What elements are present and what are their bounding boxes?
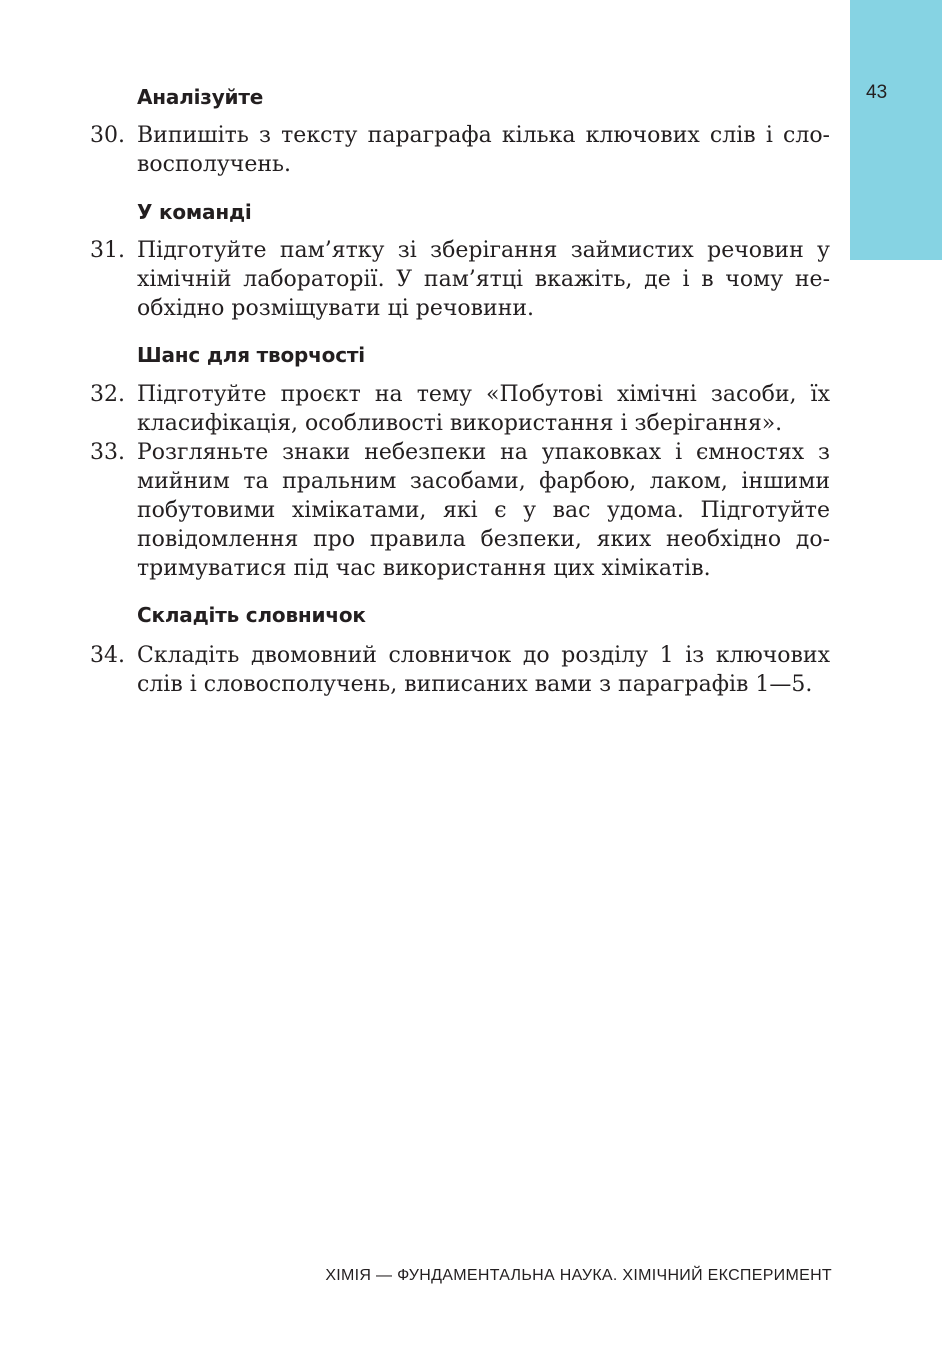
chapter-tab xyxy=(850,0,942,260)
task-number: 33. xyxy=(90,440,125,465)
task-text xyxy=(137,236,830,323)
task-line: Підготуйте пам’ятку зі зберігання займистих речовин у xyxy=(137,238,830,263)
task-line: восполучень. xyxy=(137,152,291,177)
task-line: Випишіть з тексту параграфа кілька ключових слів і сло- xyxy=(137,123,830,148)
task-line: слів і словосполучень, виписаних вами з параграфів 1—5. xyxy=(137,672,813,697)
task-text xyxy=(137,641,830,699)
task-line: мийним та пральним засобами, фарбою, лаком, іншими xyxy=(137,469,830,494)
page-number: 43 xyxy=(866,82,888,103)
section-heading-teamwork: У команді xyxy=(137,200,252,224)
task-line: Розгляньте знаки небезпеки на упаковках і ємностях з xyxy=(137,440,830,465)
task-line: тримуватися під час використання цих хімікатів. xyxy=(137,556,711,581)
task-number: 30. xyxy=(90,123,125,148)
running-footer: ХІМІЯ — ФУНДАМЕНТАЛЬНА НАУКА. ХІМІЧНИЙ ЕКСПЕРИМЕНТ xyxy=(325,1267,832,1284)
task-line: повідомлення про правила безпеки, яких необхідно до- xyxy=(137,527,830,552)
task-text xyxy=(137,380,830,438)
task-line: Підготуйте проєкт на тему «Побутові хімічні засоби, їх xyxy=(137,382,830,407)
section-heading-glossary: Складіть словничок xyxy=(137,603,366,627)
task-line: хімічній лабораторії. У пам’ятці вкажіть, де і в чому не- xyxy=(137,267,830,292)
task-text xyxy=(137,438,830,583)
task-number: 34. xyxy=(90,643,125,668)
task-line: класифікація, особливості використання і зберігання». xyxy=(137,411,783,436)
task-line: побутовими хімікатами, які є у вас удома. Підготуйте xyxy=(137,498,830,523)
task-number: 31. xyxy=(90,238,125,263)
task-text xyxy=(137,121,830,179)
section-heading-creativity: Шанс для творчості xyxy=(137,343,365,367)
task-line: обхідно розміщувати ці речовини. xyxy=(137,296,535,321)
task-number: 32. xyxy=(90,382,125,407)
section-heading-analyze: Аналізуйте xyxy=(137,85,264,109)
task-line: Складіть двомовний словничок до розділу 1 із ключових xyxy=(137,643,830,668)
